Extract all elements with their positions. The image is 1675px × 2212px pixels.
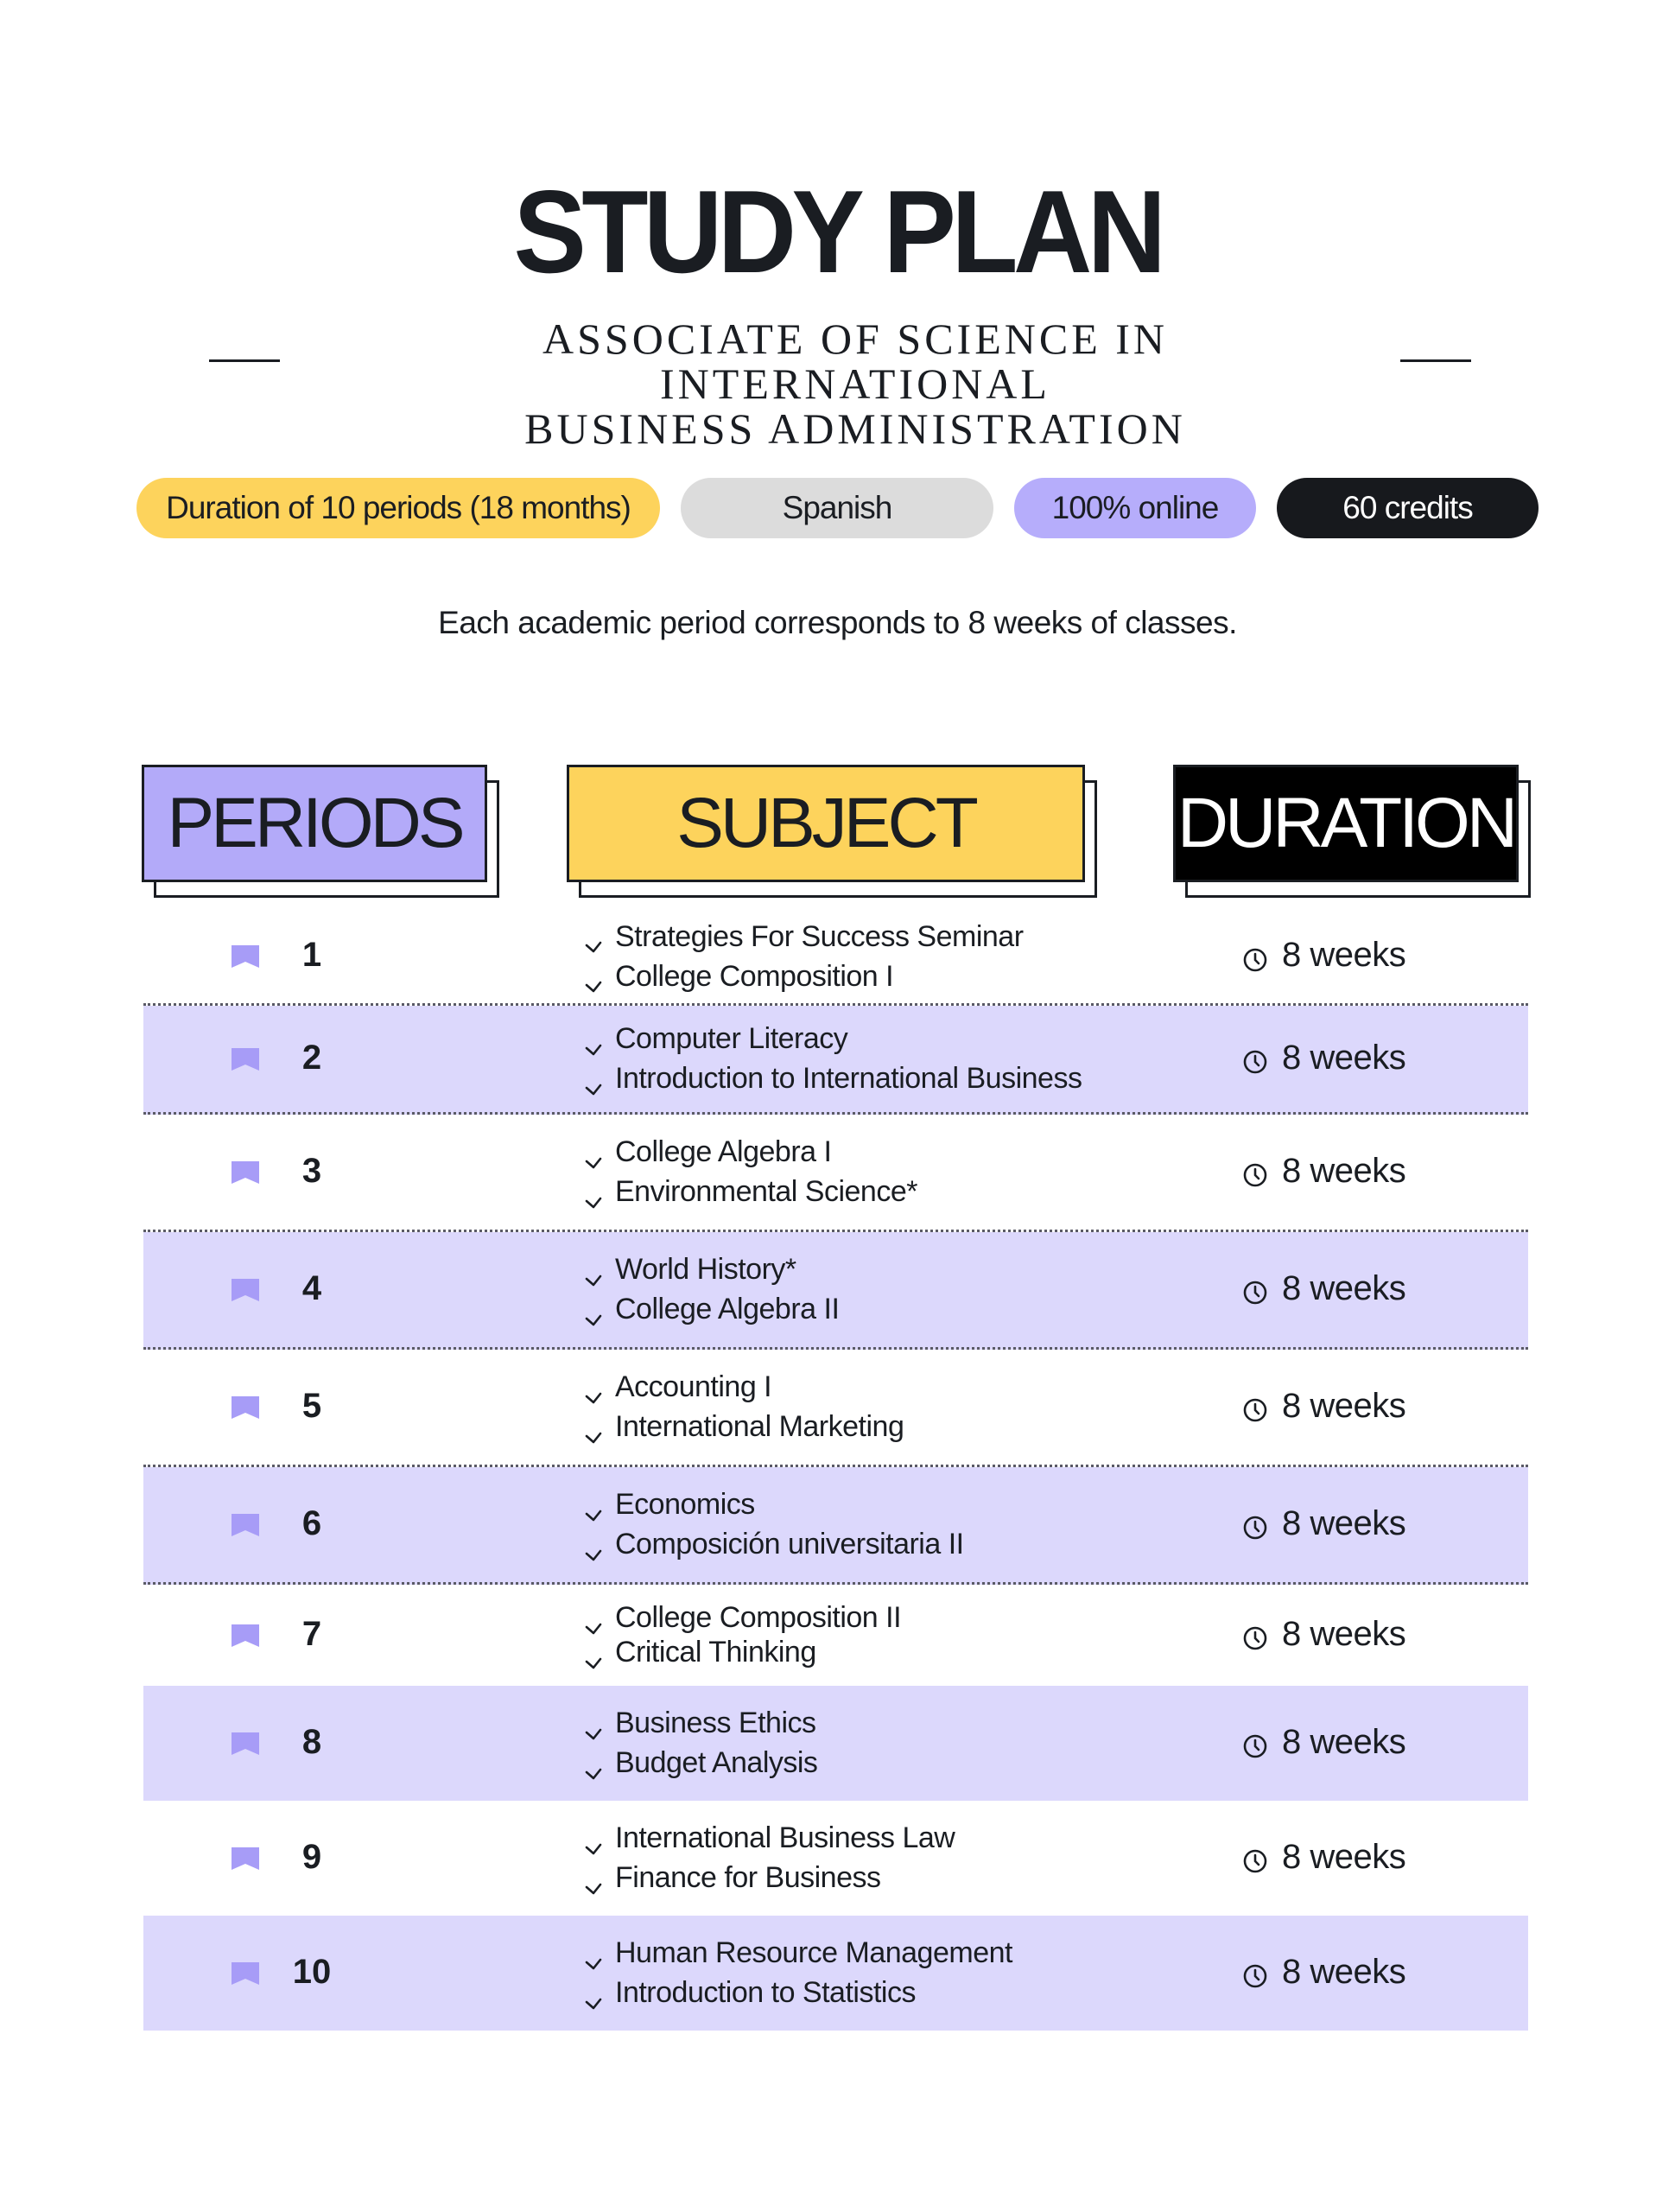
- subject-item: [584, 1133, 1344, 1173]
- period-duration: [1242, 1723, 1405, 1762]
- period-number: 9: [301, 1837, 322, 1876]
- subject-item: [584, 1704, 1344, 1744]
- subject-item: [584, 1859, 1344, 1898]
- period-duration: [1242, 1615, 1405, 1654]
- subject-item: [584, 1934, 1344, 1974]
- flag-icon: [232, 1396, 259, 1419]
- subject-label: Accounting I: [615, 1370, 772, 1403]
- check-icon: [584, 1071, 603, 1087]
- period-row: [143, 1350, 1528, 1467]
- check-icon: [584, 1946, 603, 1961]
- subject-item: [584, 1601, 1344, 1636]
- period-row: [143, 1801, 1528, 1916]
- subject-item: [584, 1636, 1344, 1670]
- period-row: [143, 910, 1528, 1006]
- duration-header-label: DURATION: [1173, 765, 1519, 882]
- subject-header: [567, 765, 1085, 882]
- period-row: [143, 1467, 1528, 1585]
- subject-item: [584, 957, 1344, 996]
- period-subjects: [584, 1020, 1344, 1099]
- check-icon: [584, 1420, 603, 1435]
- flag-icon: [232, 945, 259, 968]
- subject-label: World History*: [615, 1253, 796, 1286]
- check-icon: [584, 1611, 603, 1626]
- period-duration: [1242, 1152, 1405, 1191]
- period-subjects: [584, 917, 1344, 996]
- duration-label: 8 weeks: [1282, 1722, 1406, 1761]
- subtitle-rule-left: [209, 359, 280, 362]
- subtitle-rule-right: [1400, 359, 1471, 362]
- period-row: [143, 1585, 1528, 1686]
- flag-icon: [232, 1514, 259, 1536]
- check-icon: [584, 1831, 603, 1847]
- subject-label: Computer Literacy: [615, 1022, 848, 1055]
- duration-label: 8 weeks: [1282, 1614, 1406, 1653]
- check-icon: [584, 1032, 603, 1047]
- check-icon: [584, 1756, 603, 1771]
- period-duration: [1242, 1269, 1405, 1308]
- check-icon: [584, 1380, 603, 1395]
- subject-label: Introduction to Statistics: [615, 1976, 916, 2009]
- subject-item: [584, 917, 1344, 957]
- clock-icon: [1242, 1959, 1268, 1985]
- period-subjects: [584, 1819, 1344, 1898]
- flag-icon: [232, 1279, 259, 1301]
- duration-label: 8 weeks: [1282, 1151, 1406, 1190]
- period-duration: [1242, 1504, 1405, 1543]
- flag-icon: [232, 1048, 259, 1071]
- subject-label: Business Ethics: [615, 1707, 816, 1739]
- check-icon: [584, 1986, 603, 2001]
- subject-item: [584, 1250, 1344, 1290]
- check-icon: [584, 1262, 603, 1278]
- subject-label: Budget Analysis: [615, 1746, 818, 1779]
- clock-icon: [1242, 1510, 1268, 1536]
- check-icon: [584, 1302, 603, 1318]
- subject-item: [584, 1819, 1344, 1859]
- period-number: 10: [292, 1952, 332, 1991]
- subject-item: [584, 1020, 1344, 1059]
- subject-label: Critical Thinking: [615, 1636, 816, 1669]
- period-duration: [1242, 1387, 1405, 1426]
- clock-icon: [1242, 1275, 1268, 1301]
- period-duration: [1242, 1953, 1405, 1992]
- flag-icon: [232, 1962, 259, 1985]
- credits-badge: 60 credits: [1277, 478, 1539, 538]
- flag-icon: [232, 1161, 259, 1184]
- check-icon: [584, 1497, 603, 1513]
- clock-icon: [1242, 943, 1268, 969]
- modality-badge: 100% online: [1014, 478, 1256, 538]
- subject-label: Composición universitaria II: [615, 1528, 964, 1560]
- period-number: 6: [301, 1503, 322, 1542]
- period-row: [143, 1006, 1528, 1115]
- flag-icon: [232, 1732, 259, 1755]
- period-number: 3: [301, 1151, 322, 1190]
- program-name-line-1: ASSOCIATE OF SCIENCE IN INTERNATIONAL: [542, 315, 1168, 408]
- subject-label: College Composition II: [615, 1601, 902, 1634]
- clock-icon: [1242, 1393, 1268, 1419]
- subject-item: [584, 1974, 1344, 2013]
- subject-item: [584, 1485, 1344, 1525]
- periods-header: [142, 765, 487, 882]
- period-number: 1: [301, 936, 322, 974]
- clock-icon: [1242, 1729, 1268, 1755]
- duration-label: 8 weeks: [1282, 1386, 1406, 1425]
- program-name: [346, 316, 1365, 451]
- duration-label: 8 weeks: [1282, 1837, 1406, 1876]
- check-icon: [584, 1145, 603, 1160]
- subject-label: Environmental Science*: [615, 1175, 917, 1208]
- check-icon: [584, 1871, 603, 1886]
- check-icon: [584, 1716, 603, 1732]
- period-number: 5: [301, 1386, 322, 1425]
- clock-icon: [1242, 1158, 1268, 1184]
- period-number: 7: [301, 1614, 322, 1653]
- period-row: [143, 1115, 1528, 1232]
- subject-label: Strategies For Success Seminar: [615, 919, 1024, 953]
- duration-label: 8 weeks: [1282, 1503, 1406, 1542]
- period-row: [143, 1232, 1528, 1350]
- subject-label: Finance for Business: [615, 1861, 881, 1894]
- period-duration: [1242, 1039, 1405, 1077]
- check-icon: [584, 1185, 603, 1200]
- study-plan-table: [143, 910, 1528, 2031]
- period-subjects: [584, 1485, 1344, 1565]
- period-row: [143, 1686, 1528, 1801]
- periods-header-label: PERIODS: [142, 765, 487, 882]
- program-subtitle: [0, 315, 1675, 453]
- period-number: 2: [301, 1038, 322, 1077]
- subject-item: [584, 1368, 1344, 1408]
- language-badge: Spanish: [681, 478, 993, 538]
- clock-icon: [1242, 1045, 1268, 1071]
- subject-label: College Algebra II: [615, 1293, 840, 1325]
- period-subjects: [584, 1601, 1344, 1670]
- subject-item: [584, 1525, 1344, 1565]
- period-number: 8: [301, 1722, 322, 1761]
- subject-label: College Algebra I: [615, 1135, 832, 1168]
- subject-label: Human Resource Management: [615, 1936, 1012, 1969]
- duration-badge: Duration of 10 periods (18 months): [136, 478, 660, 538]
- subject-label: International Marketing: [615, 1410, 904, 1443]
- duration-label: 8 weeks: [1282, 936, 1406, 974]
- check-icon: [584, 1645, 603, 1661]
- period-subjects: [584, 1250, 1344, 1330]
- clock-icon: [1242, 1621, 1268, 1647]
- program-name-line-2: BUSINESS ADMINISTRATION: [524, 404, 1186, 453]
- period-duration: [1242, 936, 1405, 975]
- subject-item: [584, 1744, 1344, 1783]
- subject-item: [584, 1059, 1344, 1099]
- period-duration: [1242, 1838, 1405, 1877]
- flag-icon: [232, 1847, 259, 1870]
- subject-item: [584, 1290, 1344, 1330]
- page-title: STUDY PLAN: [513, 166, 1162, 297]
- period-row: [143, 1916, 1528, 2031]
- duration-header: [1173, 765, 1519, 882]
- subject-label: Introduction to International Business: [615, 1062, 1082, 1095]
- check-icon: [584, 969, 603, 984]
- check-icon: [584, 1537, 603, 1553]
- clock-icon: [1242, 1844, 1268, 1870]
- subject-label: Economics: [615, 1488, 755, 1521]
- subject-label: College Composition I: [615, 959, 894, 993]
- check-icon: [584, 929, 603, 944]
- subject-header-label: SUBJECT: [567, 765, 1085, 882]
- subject-item: [584, 1173, 1344, 1212]
- period-subjects: [584, 1133, 1344, 1212]
- flag-icon: [232, 1624, 259, 1647]
- duration-label: 8 weeks: [1282, 1952, 1406, 1991]
- period-subjects: [584, 1934, 1344, 2013]
- subject-item: [584, 1408, 1344, 1447]
- period-subjects: [584, 1704, 1344, 1783]
- period-subjects: [584, 1368, 1344, 1447]
- subject-label: International Business Law: [615, 1821, 955, 1854]
- period-note: Each academic period corresponds to 8 weeks of classes.: [438, 605, 1237, 640]
- period-number: 4: [301, 1268, 322, 1307]
- duration-label: 8 weeks: [1282, 1268, 1406, 1307]
- duration-label: 8 weeks: [1282, 1038, 1406, 1077]
